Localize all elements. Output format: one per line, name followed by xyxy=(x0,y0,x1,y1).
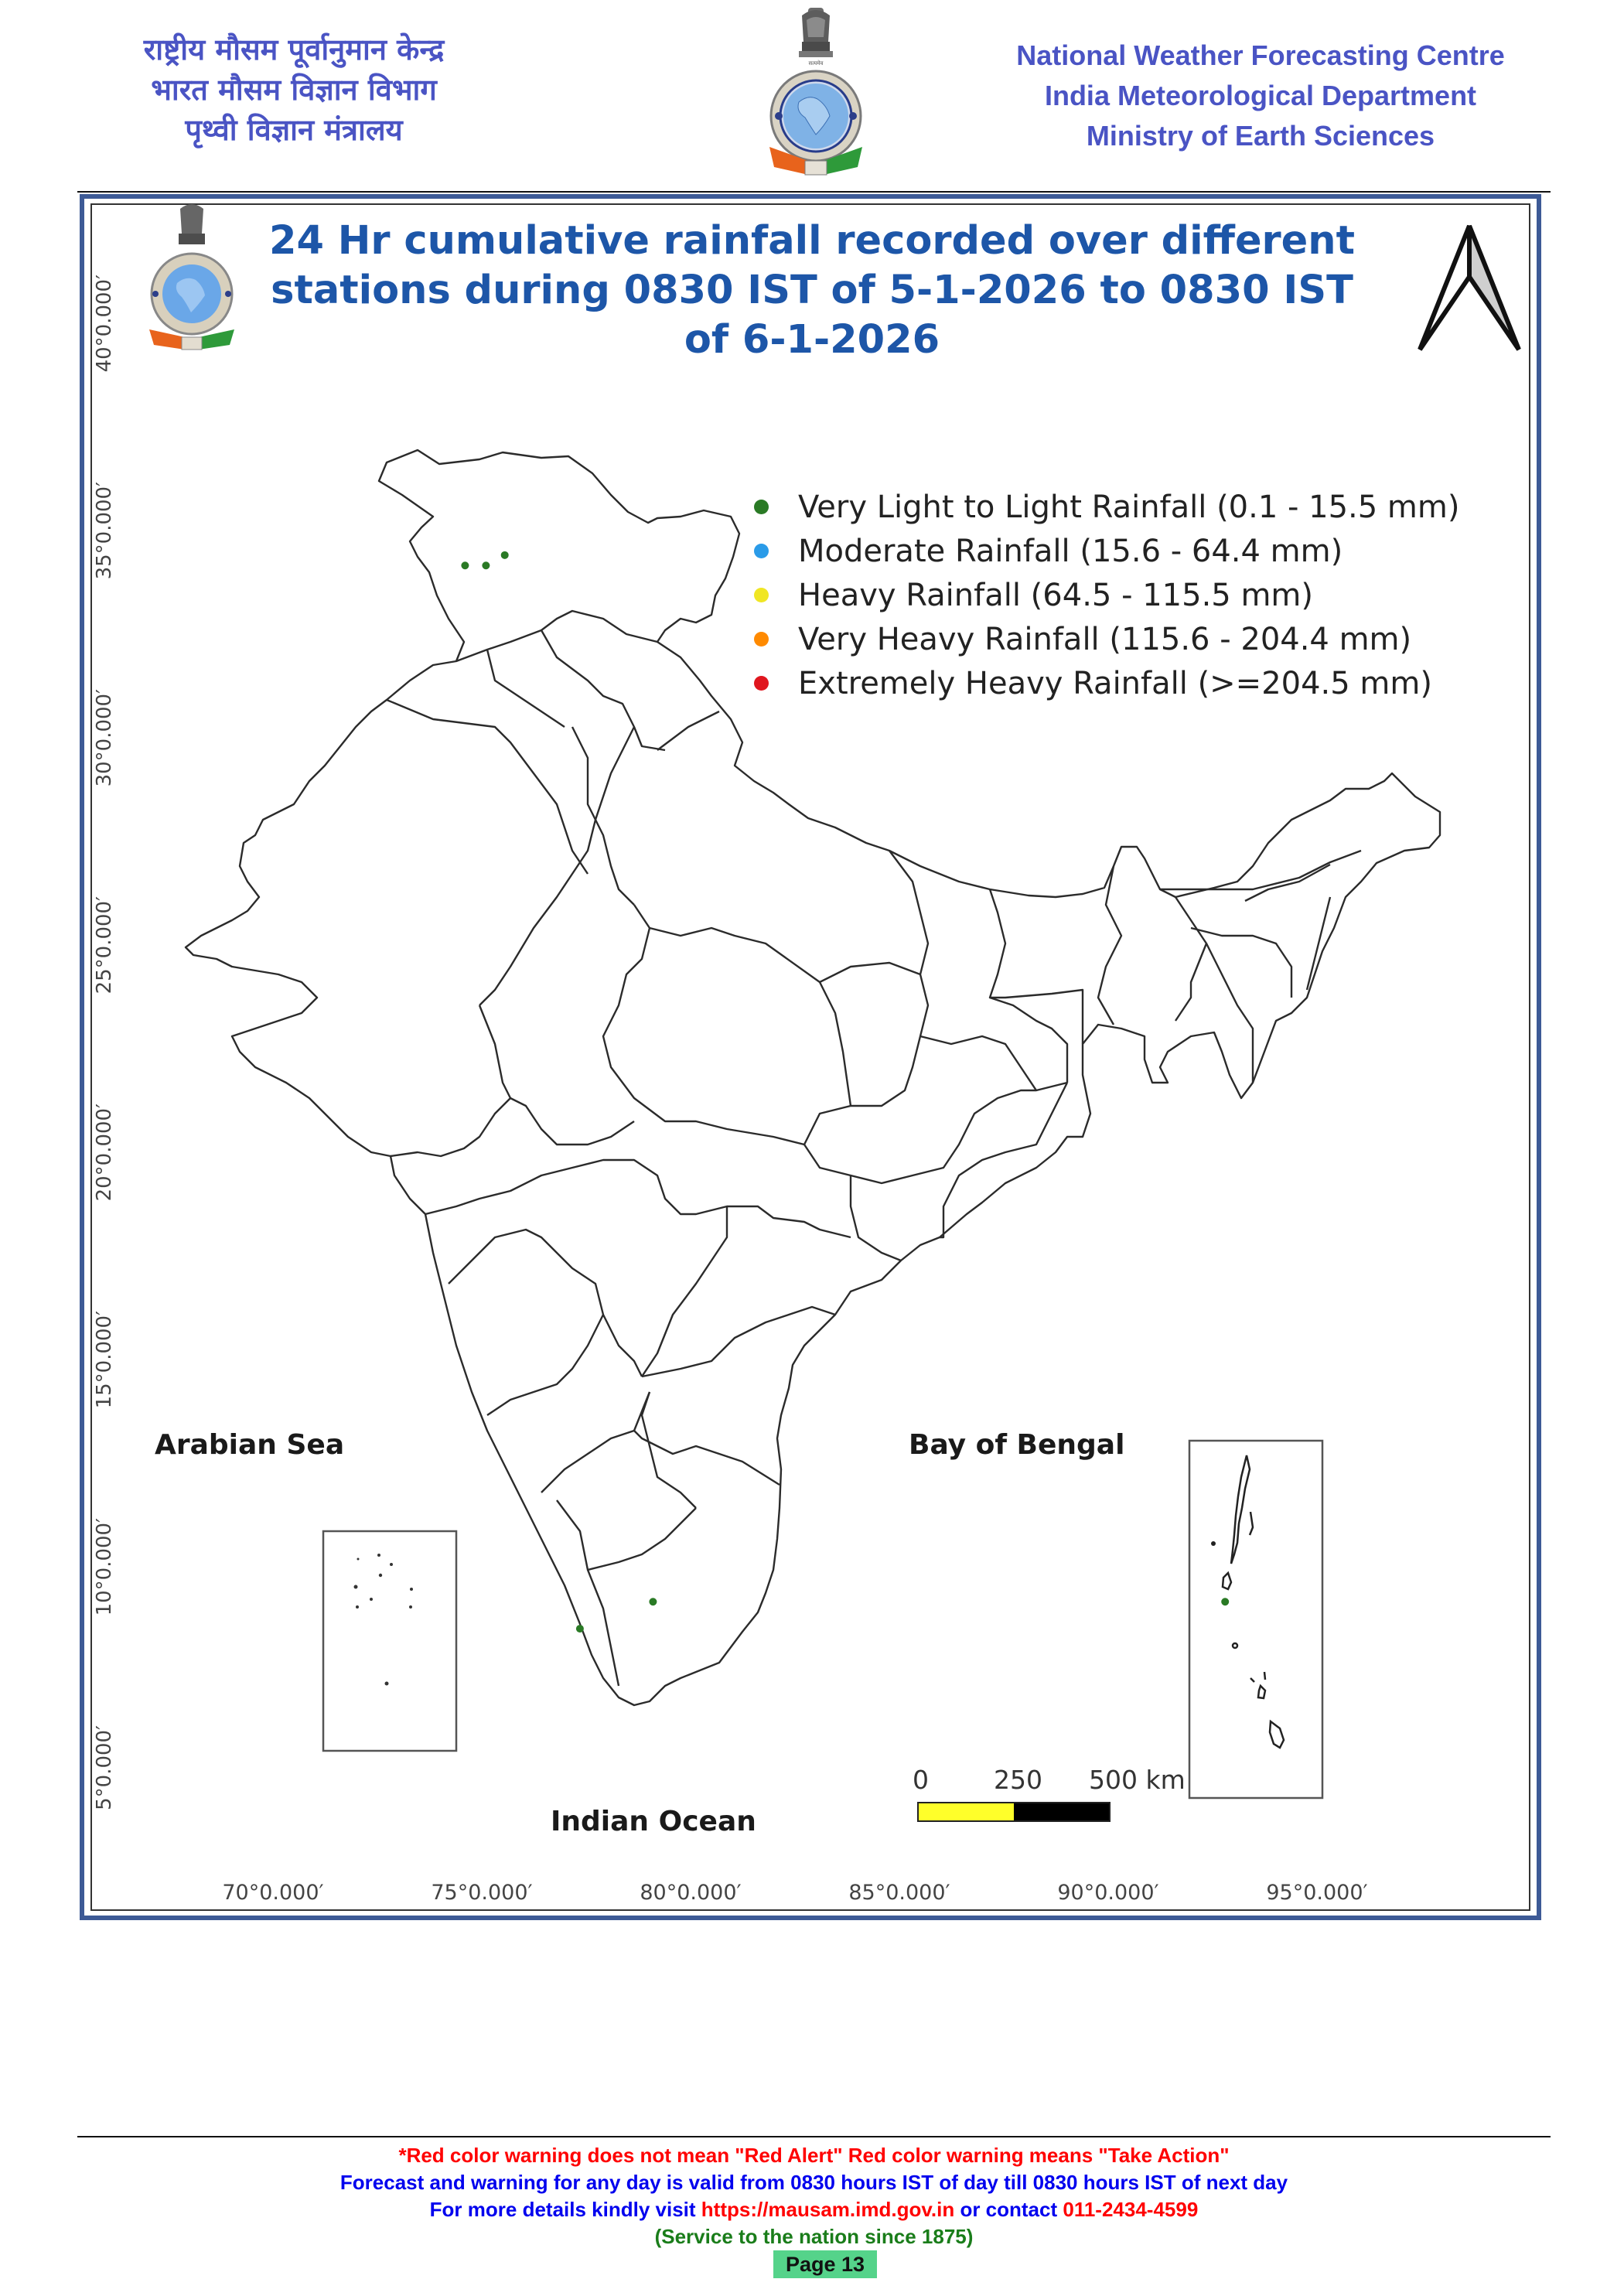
legend-item-heavy xyxy=(754,573,1527,617)
lat-tick-label: 25°0.000′ xyxy=(93,896,116,994)
legend-dot-moderate xyxy=(754,544,769,558)
scale-label-250: 250 xyxy=(994,1765,1042,1795)
english-line-2: India Meteorological Department xyxy=(1044,80,1477,111)
legend-item-extremely-heavy xyxy=(754,661,1527,705)
label-arabian-sea: Arabian Sea xyxy=(155,1429,345,1461)
svg-text:सत्यमेव: सत्यमेव xyxy=(808,60,824,67)
map-title-line-1: 24 Hr cumulative rainfall recorded over different xyxy=(269,218,1355,264)
footer-details xyxy=(77,2196,1551,2223)
lat-tick-label: 30°0.000′ xyxy=(93,689,116,787)
page-number-badge: Page 13 xyxy=(773,2250,877,2278)
scale-segment-1 xyxy=(919,1803,1014,1820)
footer-warning xyxy=(77,2142,1551,2169)
legend-label-heavy: Heavy Rainfall (64.5 - 115.5 mm) xyxy=(798,577,1313,613)
lat-tick-label: 35°0.000′ xyxy=(93,482,116,580)
footer-details-prefix: For more details kindly visit xyxy=(429,2198,701,2221)
legend-item-very-light xyxy=(754,485,1527,529)
english-line-1: National Weather Forecasting Centre xyxy=(1016,39,1505,71)
lon-tick-label: 90°0.000′ xyxy=(1057,1881,1159,1905)
footer-details-middle: or contact xyxy=(954,2198,1063,2221)
label-indian-ocean: Indian Ocean xyxy=(551,1806,756,1837)
scale-segment-2 xyxy=(1014,1803,1109,1820)
scale-label-0: 0 xyxy=(913,1765,929,1795)
map-title-line-3: of 6-1-2026 xyxy=(684,317,940,363)
legend-label-very-heavy: Very Heavy Rainfall (115.6 - 204.4 mm) xyxy=(798,621,1412,657)
map-legend xyxy=(754,485,1527,705)
scale-label-500: 500 km xyxy=(1089,1765,1186,1795)
header-divider xyxy=(77,191,1551,193)
hindi-line-2: भारत मौसम विज्ञान विभाग xyxy=(151,73,437,107)
hindi-line-1: राष्ट्रीय मौसम पूर्वानुमान केन्द्र xyxy=(143,32,445,67)
english-line-3: Ministry of Earth Sciences xyxy=(1086,120,1435,152)
footer-divider xyxy=(77,2136,1551,2137)
footer-validity-text: Forecast and warning for any day is valid from 0830 hours IST of day till 0830 hours IST of next day xyxy=(339,2171,1288,2194)
scale-bar xyxy=(917,1802,1111,1822)
footer-website-link[interactable]: https://mausam.imd.gov.in xyxy=(701,2198,955,2221)
north-arrow-icon xyxy=(1415,221,1523,353)
lon-tick-label: 75°0.000′ xyxy=(431,1881,533,1905)
map-canvas xyxy=(90,203,1530,1911)
map-title xyxy=(209,217,1415,365)
legend-label-extremely-heavy: Extremely Heavy Rainfall (>=204.5 mm) xyxy=(798,665,1432,701)
lon-tick-label: 80°0.000′ xyxy=(640,1881,742,1905)
header-english-title xyxy=(974,36,1547,156)
imd-emblem-logo xyxy=(762,3,870,183)
lon-tick-label: 85°0.000′ xyxy=(848,1881,950,1905)
label-bay-of-bengal: Bay of Bengal xyxy=(909,1429,1125,1461)
header-hindi-title xyxy=(85,29,503,150)
legend-label-moderate: Moderate Rainfall (15.6 - 64.4 mm) xyxy=(798,533,1343,569)
footer-warning-text: *Red color warning does not mean "Red Alert" Red color warning means "Take Action" xyxy=(398,2144,1230,2167)
footer-phone: 011-2434-4599 xyxy=(1063,2198,1199,2221)
lat-tick-label: 20°0.000′ xyxy=(93,1104,116,1202)
map-frame xyxy=(80,194,1541,1920)
legend-dot-very-light xyxy=(754,500,769,514)
hindi-line-3: पृथ्वी विज्ञान मंत्रालय xyxy=(185,113,403,147)
legend-item-moderate xyxy=(754,529,1527,573)
lat-tick-label: 40°0.000′ xyxy=(93,275,116,373)
legend-dot-extremely-heavy xyxy=(754,676,769,691)
lon-tick-label: 70°0.000′ xyxy=(222,1881,324,1905)
map-title-line-2: stations during 0830 IST of 5-1-2026 to 0830 IST xyxy=(271,268,1353,313)
lat-tick-label: 10°0.000′ xyxy=(93,1518,116,1616)
lat-tick-label: 5°0.000′ xyxy=(93,1725,116,1810)
legend-label-very-light: Very Light to Light Rainfall (0.1 - 15.5 mm) xyxy=(798,489,1460,525)
legend-dot-heavy xyxy=(754,588,769,602)
footer-validity xyxy=(77,2169,1551,2196)
footer-service xyxy=(77,2223,1551,2250)
legend-item-very-heavy xyxy=(754,617,1527,661)
footer-service-text: (Service to the nation since 1875) xyxy=(654,2225,974,2248)
legend-dot-very-heavy xyxy=(754,632,769,646)
lon-tick-label: 95°0.000′ xyxy=(1266,1881,1368,1905)
lat-tick-label: 15°0.000′ xyxy=(93,1311,116,1409)
